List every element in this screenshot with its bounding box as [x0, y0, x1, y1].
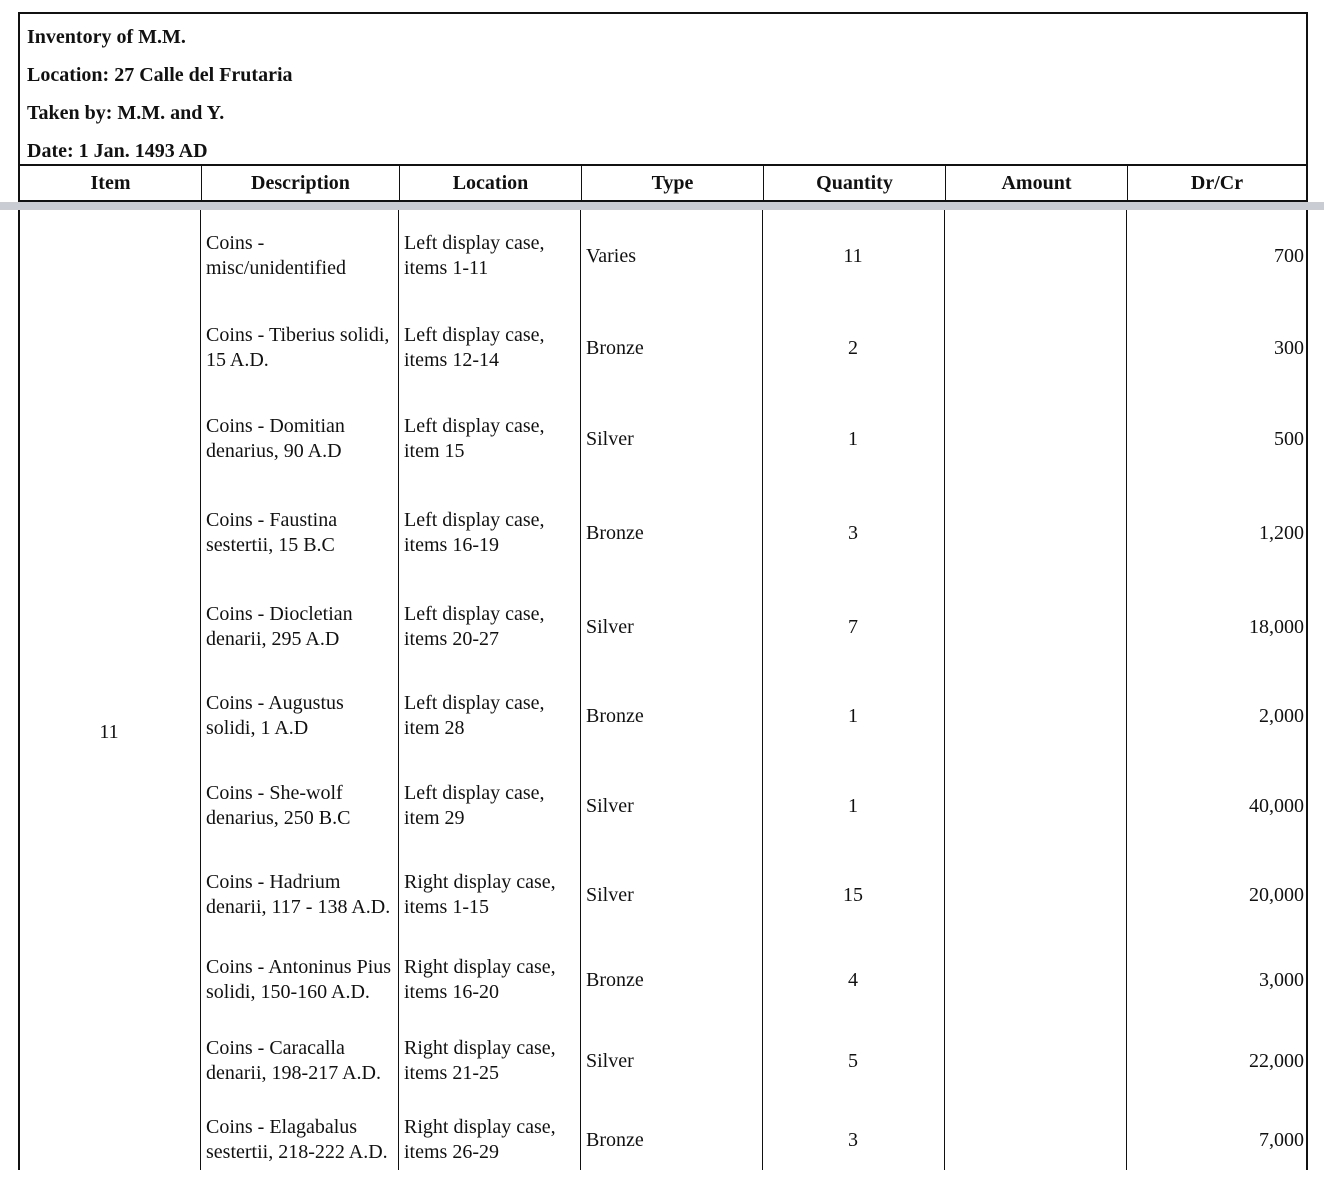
drcr-cell[interactable] — [1126, 672, 1308, 760]
type-cell[interactable] — [580, 672, 762, 760]
column-header-amount[interactable]: Amount — [946, 166, 1128, 200]
type-cell-text: Bronze — [586, 704, 644, 727]
description-cell[interactable] — [200, 210, 398, 302]
quantity-cell-text: 1 — [848, 427, 858, 450]
drcr-cell-text: 20,000 — [1249, 883, 1304, 906]
amount-cell[interactable] — [944, 302, 1126, 394]
column-header-item[interactable]: Item — [20, 166, 202, 200]
description-cell-text: Coins - Faustina sestertii, 15 B.C — [206, 509, 338, 556]
quantity-cell[interactable] — [762, 302, 944, 394]
type-cell-text: Silver — [586, 427, 634, 450]
quantity-cell[interactable] — [762, 210, 944, 302]
drcr-cell-text: 2,000 — [1259, 704, 1304, 727]
description-cell-text: Coins - She-wolf denarius, 250 B.C — [206, 782, 351, 829]
type-cell-text: Silver — [586, 1049, 634, 1072]
quantity-cell[interactable] — [762, 1100, 944, 1180]
quantity-cell-text: 4 — [848, 968, 858, 991]
location-cell-text: Left display case, items 20-27 — [404, 603, 545, 650]
column-header-location[interactable]: Location — [400, 166, 582, 200]
quantity-cell[interactable] — [762, 938, 944, 1022]
drcr-cell[interactable] — [1126, 938, 1308, 1022]
location-cell-text: Right display case, items 16-20 — [404, 956, 556, 1003]
column-header-quantity[interactable]: Quantity — [764, 166, 946, 200]
location-cell[interactable] — [398, 302, 580, 394]
description-cell[interactable] — [200, 1022, 398, 1100]
quantity-cell[interactable] — [762, 582, 944, 672]
description-cell-text: Coins - Antoninus Pius solidi, 150-160 A.D. — [206, 956, 392, 1003]
description-cell-text: Coins - Hadrium denarii, 117 - 138 A.D. — [206, 871, 391, 918]
drcr-cell-text: 40,000 — [1249, 794, 1304, 817]
type-cell-text: Bronze — [586, 521, 644, 544]
location-cell[interactable] — [398, 938, 580, 1022]
table-row[interactable] — [18, 582, 1308, 672]
drcr-cell-text: 1,200 — [1259, 521, 1304, 544]
description-cell-text: Coins - misc/unidentified — [206, 232, 346, 279]
type-cell-text: Silver — [586, 883, 634, 906]
location-cell[interactable] — [398, 394, 580, 484]
description-cell[interactable] — [200, 582, 398, 672]
quantity-cell-text: 15 — [843, 883, 863, 906]
column-header-description[interactable]: Description — [202, 166, 400, 200]
drcr-cell[interactable] — [1126, 302, 1308, 394]
table-row[interactable] — [18, 672, 1308, 760]
drcr-cell[interactable] — [1126, 760, 1308, 852]
description-cell[interactable] — [200, 484, 398, 582]
type-cell[interactable] — [580, 302, 762, 394]
table-row[interactable] — [18, 1022, 1308, 1100]
type-cell[interactable] — [580, 760, 762, 852]
quantity-cell[interactable] — [762, 484, 944, 582]
inventory-taken-by: Taken by: M.M. and Y. — [27, 102, 225, 124]
drcr-cell[interactable] — [1126, 1022, 1308, 1100]
location-cell-text: Left display case, items 12-14 — [404, 324, 545, 371]
type-cell[interactable] — [580, 1022, 762, 1100]
quantity-cell[interactable] — [762, 672, 944, 760]
location-cell[interactable] — [398, 672, 580, 760]
type-cell[interactable] — [580, 484, 762, 582]
drcr-cell-text: 3,000 — [1259, 968, 1304, 991]
description-cell-text: Coins - Caracalla denarii, 198-217 A.D. — [206, 1037, 381, 1084]
quantity-cell-text: 1 — [848, 704, 858, 727]
table-row[interactable] — [18, 484, 1308, 582]
drcr-cell[interactable] — [1126, 852, 1308, 938]
type-cell-text: Silver — [586, 615, 634, 638]
type-cell[interactable] — [580, 1100, 762, 1180]
description-cell[interactable] — [200, 852, 398, 938]
description-cell[interactable] — [200, 760, 398, 852]
drcr-cell-text: 7,000 — [1259, 1128, 1304, 1151]
column-header-type[interactable]: Type — [582, 166, 764, 200]
location-cell-text: Left display case, item 15 — [404, 415, 545, 462]
description-cell-text: Coins - Tiberius solidi, 15 A.D. — [206, 324, 390, 371]
description-cell-text: Coins - Diocletian denarii, 295 A.D — [206, 603, 353, 650]
amount-cell[interactable] — [944, 1100, 1126, 1180]
frozen-header-shadow — [0, 202, 1324, 210]
location-cell-text: Right display case, items 26-29 — [404, 1116, 556, 1163]
inventory-date: Date: 1 Jan. 1493 AD — [27, 140, 208, 162]
type-cell[interactable] — [580, 210, 762, 302]
amount-cell[interactable] — [944, 760, 1126, 852]
quantity-cell-text: 11 — [843, 244, 863, 267]
amount-cell[interactable] — [944, 852, 1126, 938]
description-cell[interactable] — [200, 938, 398, 1022]
column-header-drcr[interactable]: Dr/Cr — [1190, 172, 1244, 194]
location-cell-text: Left display case, items 16-19 — [404, 509, 545, 556]
description-cell[interactable] — [200, 672, 398, 760]
type-cell[interactable] — [580, 582, 762, 672]
description-cell[interactable] — [200, 1100, 398, 1180]
location-cell-text: Right display case, items 1-15 — [404, 871, 556, 918]
drcr-cell[interactable] — [1126, 1100, 1308, 1180]
drcr-cell-text: 300 — [1274, 336, 1304, 359]
description-cell-text: Coins - Elagabalus sestertii, 218-222 A.D. — [206, 1116, 388, 1163]
column-header-row — [18, 164, 1308, 202]
item-number-cell[interactable]: 11 — [99, 721, 119, 743]
table-row[interactable] — [18, 302, 1308, 394]
inventory-header — [18, 12, 1308, 164]
description-cell-text: Coins - Domitian denarius, 90 A.D — [206, 415, 345, 462]
type-cell[interactable] — [580, 938, 762, 1022]
drcr-cell-text: 500 — [1274, 427, 1304, 450]
location-cell-text: Right display case, items 21-25 — [404, 1037, 556, 1084]
location-cell-text: Left display case, item 28 — [404, 692, 545, 739]
location-cell[interactable] — [398, 210, 580, 302]
location-cell[interactable] — [398, 582, 580, 672]
type-cell-text: Varies — [586, 244, 636, 267]
inventory-location: Location: 27 Calle del Frutaria — [27, 64, 293, 86]
table-row[interactable] — [18, 760, 1308, 852]
amount-cell[interactable] — [944, 672, 1126, 760]
quantity-cell[interactable] — [762, 760, 944, 852]
amount-cell[interactable] — [944, 1022, 1126, 1100]
location-cell[interactable] — [398, 1100, 580, 1180]
location-cell-text: Left display case, item 29 — [404, 782, 545, 829]
quantity-cell[interactable] — [762, 1022, 944, 1100]
table-row[interactable] — [18, 394, 1308, 484]
quantity-cell-text: 7 — [848, 615, 858, 638]
location-cell[interactable] — [398, 760, 580, 852]
table-body — [18, 210, 1308, 1170]
quantity-cell-text: 3 — [848, 1128, 858, 1151]
quantity-cell[interactable] — [762, 394, 944, 484]
description-cell-text: Coins - Augustus solidi, 1 A.D — [206, 692, 344, 739]
drcr-cell[interactable] — [1126, 394, 1308, 484]
location-cell[interactable] — [398, 1022, 580, 1100]
quantity-cell-text: 1 — [848, 794, 858, 817]
description-cell[interactable] — [200, 302, 398, 394]
type-cell[interactable] — [580, 852, 762, 938]
amount-cell[interactable] — [944, 394, 1126, 484]
type-cell-text: Bronze — [586, 968, 644, 991]
amount-cell[interactable] — [944, 210, 1126, 302]
amount-cell[interactable] — [944, 938, 1126, 1022]
table-row[interactable] — [18, 938, 1308, 1022]
quantity-cell-text: 5 — [848, 1049, 858, 1072]
amount-cell[interactable] — [944, 484, 1126, 582]
table-row[interactable] — [18, 1100, 1308, 1180]
type-cell[interactable] — [580, 394, 762, 484]
table-row[interactable] — [18, 852, 1308, 938]
drcr-cell[interactable] — [1126, 210, 1308, 302]
type-cell-text: Bronze — [586, 336, 644, 359]
drcr-cell-text: 700 — [1274, 244, 1304, 267]
inventory-title: Inventory of M.M. — [27, 26, 186, 48]
description-cell[interactable] — [200, 394, 398, 484]
quantity-cell-text: 2 — [848, 336, 858, 359]
location-cell-text: Left display case, items 1-11 — [404, 232, 545, 279]
type-cell-text: Bronze — [586, 1128, 644, 1151]
type-cell-text: Silver — [586, 794, 634, 817]
drcr-cell[interactable] — [1126, 582, 1308, 672]
location-cell[interactable] — [398, 852, 580, 938]
amount-cell[interactable] — [944, 582, 1126, 672]
drcr-cell-text: 22,000 — [1249, 1049, 1304, 1072]
quantity-cell[interactable] — [762, 852, 944, 938]
location-cell[interactable] — [398, 484, 580, 582]
table-row[interactable] — [18, 210, 1308, 302]
quantity-cell-text: 3 — [848, 521, 858, 544]
drcr-cell-text: 18,000 — [1249, 615, 1304, 638]
drcr-cell[interactable] — [1126, 484, 1308, 582]
